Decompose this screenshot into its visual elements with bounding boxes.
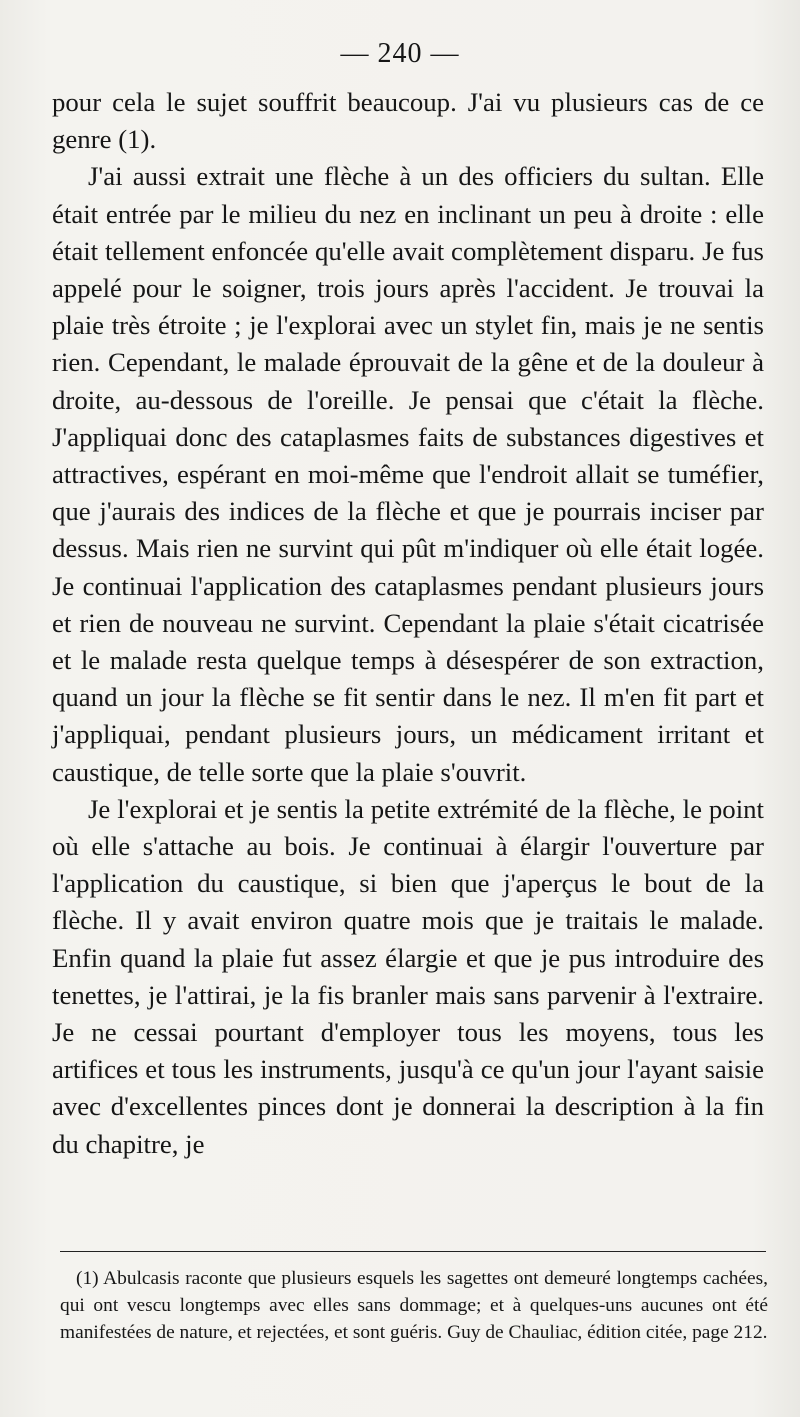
paragraph-3: Je l'explorai et je sentis la petite extrémité de la flèche, le point où elle s'attache au bois. Je continuai à élargir l'ouverture par l'application du caustique, si bien que j'aperçus le bout de la flèche. Il y avait environ quatre mois que je traitais le malade. Enfin quand la plaie fut assez élargie et que je pus introduire des tenettes, je l'attirai, je la fis branler mais sans parvenir à l'extraire. Je ne cessai pourtant d'employer tous les moyens, tous les artifices et tous les instruments, jusqu'à ce qu'un jour l'ayant saisie avec d'excellentes pinces dont je donnerai la description à la fin du chapitre, je [52, 793, 764, 1159]
footnote [60, 1266, 768, 1346]
footnote-divider [60, 1251, 766, 1252]
paragraph-1: pour cela le sujet souffrit beaucoup. J'ai vu plusieurs cas de ce genre (1). [52, 87, 764, 155]
footnote-text: (1) Abulcasis raconte que plusieurs esquels les sagettes ont demeuré longtemps cachées, qui ont vescu longtemps avec elles sans dommage; et à quelques-uns aucunes ont été manifestées de nature, et rejectées, et sont guéris. Guy de Chauliac, édition citée, page 212. [60, 1268, 768, 1343]
page-number: — 240 — [340, 38, 460, 69]
paragraph-2: J'ai aussi extrait une flèche à un des officiers du sultan. Elle était entrée par le milieu du nez en inclinant un peu à droite : elle était tellement enfoncée qu'elle avait complètement disparu. Je fus appelé pour le soigner, trois jours après l'accident. Je trouvai la plaie très étroite ; je l'explorai avec un stylet fin, mais je ne sentis rien. Cependant, le malade éprouvait de la gêne et de la douleur à droite, au-dessous de l'oreille. Je pensai que c'était la flèche. J'appliquai donc des cataplasmes faits de substances digestives et attractives, espérant en moi-même que l'endroit allait se tuméfier, que j'aurais des indices de la flèche et que je pourrais inciser par dessus. Mais rien ne survint qui pût m'indiquer où elle était logée. Je continuai l'application des cataplasmes pendant plusieurs jours et rien de nouveau ne survint. Cependant la plaie s'était cicatrisée et le malade resta quelque temps à désespérer de son extraction, quand un jour la flèche se fit sentir dans le nez. Il m'en fit part et j'appliquai, pendant plusieurs jours, un médicament irritant et caustique, de telle sorte que la plaie s'ouvrit. [52, 161, 764, 787]
body-text [52, 84, 764, 1163]
